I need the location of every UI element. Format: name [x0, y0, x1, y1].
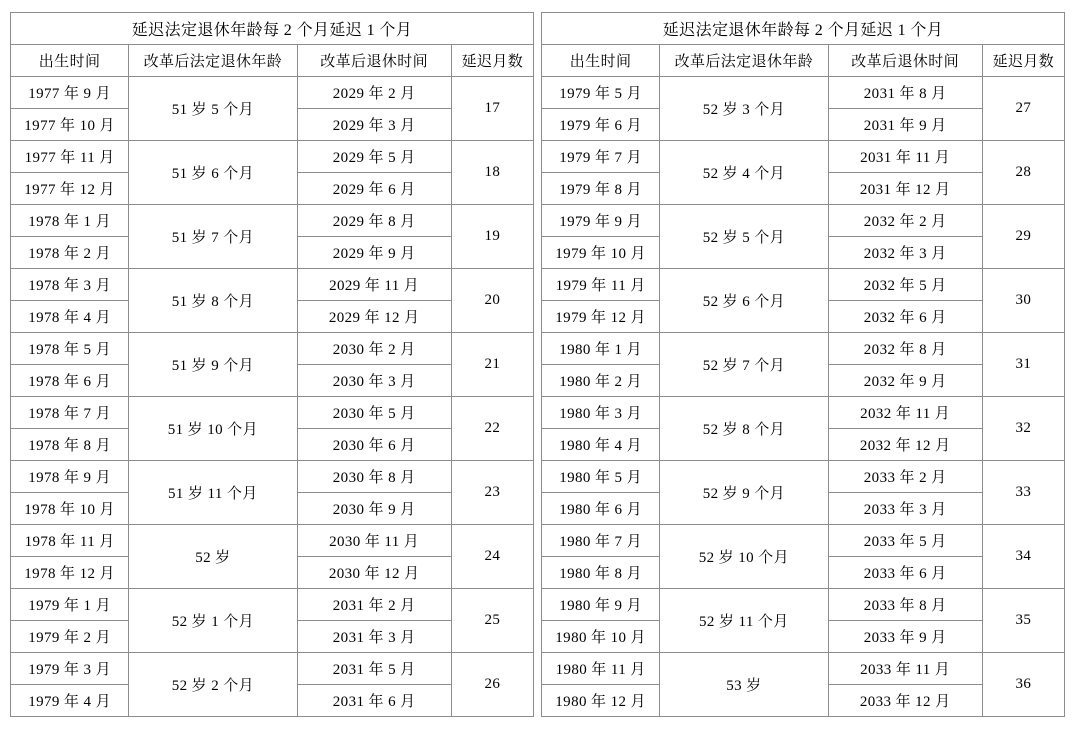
cell-birth-time: 1980 年 9 月	[542, 589, 660, 621]
cell-legal-retirement-age: 51 岁 10 个月	[129, 397, 297, 461]
retirement-schedule-table-left	[10, 12, 534, 717]
cell-retirement-time: 2033 年 8 月	[828, 589, 982, 621]
cell-birth-time: 1980 年 2 月	[542, 365, 660, 397]
cell-birth-time: 1978 年 7 月	[11, 397, 129, 429]
cell-legal-retirement-age: 53 岁	[660, 653, 828, 717]
cell-delay-months: 25	[451, 589, 533, 653]
cell-legal-retirement-age: 52 岁 5 个月	[660, 205, 828, 269]
cell-legal-retirement-age: 52 岁 1 个月	[129, 589, 297, 653]
column-header-delay-months-left: 延迟月数	[451, 45, 533, 77]
cell-retirement-time: 2031 年 11 月	[828, 141, 982, 173]
cell-retirement-time: 2030 年 5 月	[297, 397, 451, 429]
cell-retirement-time: 2031 年 6 月	[297, 685, 451, 717]
cell-birth-time: 1978 年 6 月	[11, 365, 129, 397]
cell-delay-months: 20	[451, 269, 533, 333]
cell-retirement-time: 2029 年 5 月	[297, 141, 451, 173]
cell-birth-time: 1978 年 5 月	[11, 333, 129, 365]
cell-retirement-time: 2032 年 8 月	[828, 333, 982, 365]
cell-birth-time: 1979 年 1 月	[11, 589, 129, 621]
table-row	[542, 397, 1065, 429]
cell-delay-months: 35	[982, 589, 1064, 653]
cell-retirement-time: 2030 年 11 月	[297, 525, 451, 557]
cell-retirement-time: 2030 年 2 月	[297, 333, 451, 365]
cell-retirement-time: 2029 年 2 月	[297, 77, 451, 109]
cell-retirement-time: 2029 年 12 月	[297, 301, 451, 333]
cell-retirement-time: 2029 年 9 月	[297, 237, 451, 269]
cell-legal-retirement-age: 52 岁 6 个月	[660, 269, 828, 333]
cell-birth-time: 1980 年 4 月	[542, 429, 660, 461]
cell-birth-time: 1979 年 10 月	[542, 237, 660, 269]
cell-delay-months: 27	[982, 77, 1064, 141]
cell-birth-time: 1979 年 11 月	[542, 269, 660, 301]
cell-delay-months: 28	[982, 141, 1064, 205]
table-row	[11, 77, 534, 109]
cell-birth-time: 1979 年 5 月	[542, 77, 660, 109]
cell-legal-retirement-age: 52 岁 8 个月	[660, 397, 828, 461]
cell-birth-time: 1978 年 3 月	[11, 269, 129, 301]
cell-retirement-time: 2033 年 5 月	[828, 525, 982, 557]
cell-legal-retirement-age: 51 岁 8 个月	[129, 269, 297, 333]
cell-retirement-time: 2029 年 3 月	[297, 109, 451, 141]
cell-retirement-time: 2029 年 6 月	[297, 173, 451, 205]
cell-birth-time: 1977 年 11 月	[11, 141, 129, 173]
table-row	[542, 205, 1065, 237]
cell-delay-months: 31	[982, 333, 1064, 397]
cell-birth-time: 1979 年 2 月	[11, 621, 129, 653]
table-row	[542, 269, 1065, 301]
cell-delay-months: 26	[451, 653, 533, 717]
cell-birth-time: 1980 年 3 月	[542, 397, 660, 429]
table-row	[11, 333, 534, 365]
table-row	[11, 653, 534, 685]
cell-retirement-time: 2033 年 9 月	[828, 621, 982, 653]
cell-delay-months: 34	[982, 525, 1064, 589]
cell-legal-retirement-age: 52 岁 7 个月	[660, 333, 828, 397]
cell-birth-time: 1979 年 6 月	[542, 109, 660, 141]
table-row	[11, 525, 534, 557]
cell-delay-months: 30	[982, 269, 1064, 333]
cell-retirement-time: 2031 年 5 月	[297, 653, 451, 685]
cell-legal-retirement-age: 51 岁 9 个月	[129, 333, 297, 397]
cell-birth-time: 1978 年 8 月	[11, 429, 129, 461]
table-body-left	[11, 13, 534, 717]
cell-legal-retirement-age: 52 岁 11 个月	[660, 589, 828, 653]
cell-retirement-time: 2029 年 11 月	[297, 269, 451, 301]
cell-delay-months: 32	[982, 397, 1064, 461]
cell-birth-time: 1979 年 7 月	[542, 141, 660, 173]
cell-delay-months: 24	[451, 525, 533, 589]
cell-delay-months: 23	[451, 461, 533, 525]
cell-retirement-time: 2033 年 12 月	[828, 685, 982, 717]
cell-retirement-time: 2029 年 8 月	[297, 205, 451, 237]
cell-birth-time: 1980 年 7 月	[542, 525, 660, 557]
column-header-legal-retirement-age-left: 改革后法定退休年龄	[129, 45, 297, 77]
cell-retirement-time: 2033 年 3 月	[828, 493, 982, 525]
cell-legal-retirement-age: 52 岁 3 个月	[660, 77, 828, 141]
cell-birth-time: 1980 年 8 月	[542, 557, 660, 589]
cell-legal-retirement-age: 52 岁	[129, 525, 297, 589]
table-header-row	[542, 45, 1065, 77]
column-header-legal-retirement-age-right: 改革后法定退休年龄	[660, 45, 828, 77]
cell-retirement-time: 2032 年 9 月	[828, 365, 982, 397]
cell-retirement-time: 2032 年 2 月	[828, 205, 982, 237]
cell-retirement-time: 2031 年 8 月	[828, 77, 982, 109]
table-row	[542, 77, 1065, 109]
cell-birth-time: 1980 年 11 月	[542, 653, 660, 685]
cell-legal-retirement-age: 52 岁 10 个月	[660, 525, 828, 589]
cell-birth-time: 1978 年 2 月	[11, 237, 129, 269]
cell-retirement-time: 2031 年 3 月	[297, 621, 451, 653]
table-row	[11, 397, 534, 429]
cell-legal-retirement-age: 51 岁 11 个月	[129, 461, 297, 525]
table-body-right	[542, 13, 1065, 717]
cell-legal-retirement-age: 52 岁 2 个月	[129, 653, 297, 717]
cell-retirement-time: 2032 年 3 月	[828, 237, 982, 269]
cell-birth-time: 1978 年 1 月	[11, 205, 129, 237]
cell-birth-time: 1980 年 1 月	[542, 333, 660, 365]
column-header-retirement-time-left: 改革后退休时间	[297, 45, 451, 77]
cell-retirement-time: 2032 年 6 月	[828, 301, 982, 333]
cell-birth-time: 1979 年 9 月	[542, 205, 660, 237]
cell-birth-time: 1980 年 5 月	[542, 461, 660, 493]
cell-delay-months: 17	[451, 77, 533, 141]
table-row	[11, 269, 534, 301]
cell-birth-time: 1978 年 9 月	[11, 461, 129, 493]
cell-retirement-time: 2032 年 12 月	[828, 429, 982, 461]
cell-retirement-time: 2032 年 5 月	[828, 269, 982, 301]
table-header-row	[11, 45, 534, 77]
cell-birth-time: 1978 年 12 月	[11, 557, 129, 589]
cell-birth-time: 1980 年 12 月	[542, 685, 660, 717]
column-header-birth-time-right: 出生时间	[542, 45, 660, 77]
cell-retirement-time: 2030 年 3 月	[297, 365, 451, 397]
cell-birth-time: 1977 年 9 月	[11, 77, 129, 109]
cell-retirement-time: 2031 年 9 月	[828, 109, 982, 141]
table-row	[11, 461, 534, 493]
cell-retirement-time: 2030 年 6 月	[297, 429, 451, 461]
table-title-row	[542, 13, 1065, 45]
cell-birth-time: 1980 年 6 月	[542, 493, 660, 525]
cell-legal-retirement-age: 52 岁 4 个月	[660, 141, 828, 205]
cell-birth-time: 1980 年 10 月	[542, 621, 660, 653]
cell-retirement-time: 2031 年 2 月	[297, 589, 451, 621]
cell-legal-retirement-age: 52 岁 9 个月	[660, 461, 828, 525]
column-header-delay-months-right: 延迟月数	[982, 45, 1064, 77]
column-header-birth-time-left: 出生时间	[11, 45, 129, 77]
cell-delay-months: 33	[982, 461, 1064, 525]
table-row	[542, 589, 1065, 621]
table-title-right: 延迟法定退休年龄每 2 个月延迟 1 个月	[542, 13, 1065, 45]
cell-delay-months: 19	[451, 205, 533, 269]
cell-delay-months: 36	[982, 653, 1064, 717]
cell-delay-months: 29	[982, 205, 1064, 269]
cell-retirement-time: 2033 年 11 月	[828, 653, 982, 685]
cell-delay-months: 18	[451, 141, 533, 205]
cell-retirement-time: 2032 年 11 月	[828, 397, 982, 429]
cell-retirement-time: 2030 年 9 月	[297, 493, 451, 525]
table-title-row	[11, 13, 534, 45]
cell-birth-time: 1979 年 3 月	[11, 653, 129, 685]
cell-birth-time: 1977 年 10 月	[11, 109, 129, 141]
cell-retirement-time: 2033 年 2 月	[828, 461, 982, 493]
cell-legal-retirement-age: 51 岁 5 个月	[129, 77, 297, 141]
table-row	[542, 653, 1065, 685]
cell-birth-time: 1977 年 12 月	[11, 173, 129, 205]
cell-retirement-time: 2031 年 12 月	[828, 173, 982, 205]
cell-birth-time: 1979 年 8 月	[542, 173, 660, 205]
retirement-table-panel-left	[10, 12, 534, 756]
table-row	[11, 589, 534, 621]
table-row	[11, 205, 534, 237]
cell-birth-time: 1978 年 11 月	[11, 525, 129, 557]
cell-birth-time: 1979 年 12 月	[542, 301, 660, 333]
column-header-retirement-time-right: 改革后退休时间	[828, 45, 982, 77]
cell-birth-time: 1978 年 4 月	[11, 301, 129, 333]
cell-retirement-time: 2030 年 8 月	[297, 461, 451, 493]
cell-delay-months: 21	[451, 333, 533, 397]
cell-retirement-time: 2033 年 6 月	[828, 557, 982, 589]
retirement-schedule-table-right	[541, 12, 1065, 717]
table-row	[542, 525, 1065, 557]
table-row	[542, 333, 1065, 365]
table-title-left: 延迟法定退休年龄每 2 个月延迟 1 个月	[11, 13, 534, 45]
cell-birth-time: 1979 年 4 月	[11, 685, 129, 717]
table-row	[542, 141, 1065, 173]
cell-delay-months: 22	[451, 397, 533, 461]
table-row	[542, 461, 1065, 493]
cell-legal-retirement-age: 51 岁 7 个月	[129, 205, 297, 269]
retirement-table-panel-right	[541, 12, 1065, 756]
table-row	[11, 141, 534, 173]
cell-legal-retirement-age: 51 岁 6 个月	[129, 141, 297, 205]
cell-birth-time: 1978 年 10 月	[11, 493, 129, 525]
cell-retirement-time: 2030 年 12 月	[297, 557, 451, 589]
